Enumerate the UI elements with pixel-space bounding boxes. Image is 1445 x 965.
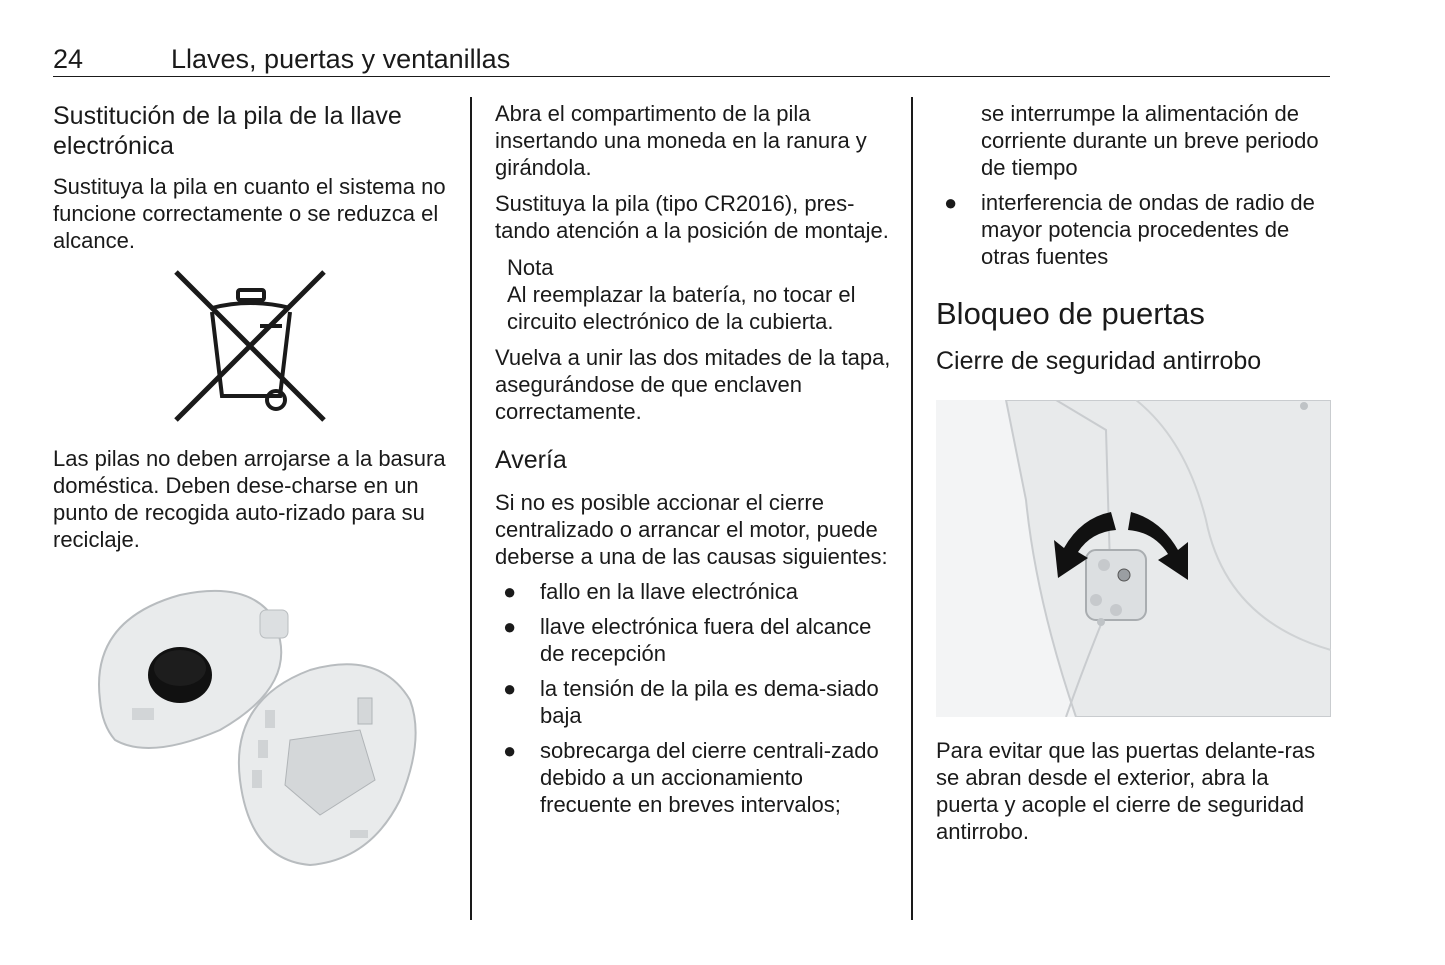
list-item [936, 100, 1336, 181]
causes-list [495, 578, 895, 818]
column-3 [936, 100, 1336, 376]
battery-section-heading: Sustitución de la pila de la llave electrónica [53, 102, 402, 160]
page-title: Llaves, puertas y ventanillas [171, 44, 511, 74]
child-lock-text: Para evitar que las puertas delante-ras se abran desde el exterior, abra la puerta y acople el cierre de seguridad antirrobo. [936, 738, 1316, 844]
child-lock-text-block [936, 737, 1336, 845]
list-item: ● interferencia de ondas de radio de mayor potencia procedentes de otras fuentes [944, 190, 1315, 269]
bullet-icon: ● [944, 190, 958, 215]
note-text: Al reemplazar la batería, no tocar el circuito electrónico de la cubierta. [507, 282, 856, 334]
averia-heading: Avería [495, 446, 567, 474]
page-header [53, 40, 1330, 77]
averia-intro-text: Si no es posible accionar el cierre centralizado o arrancar el motor, puede deberse a una de las causas siguientes: [495, 490, 888, 569]
recycling-bin-crossed-icon [172, 268, 330, 424]
column-divider [911, 97, 913, 920]
door-lock-illustration [936, 400, 1331, 717]
door-lock-section-heading: Bloqueo de puertas [936, 296, 1205, 331]
battery-intro-text: Sustituya la pila en cuanto el sistema no funcione correctamente o se reduzca el alcance. [53, 174, 446, 253]
causes-list-continued [936, 100, 1336, 270]
bullet-icon: ● [503, 579, 517, 604]
column-divider [470, 97, 472, 920]
key-fob-illustration [80, 580, 430, 870]
battery-disposal-text: Las pilas no deben arrojarse a la basura doméstica. Deben dese-charse en un punto de recogida auto-rizado para su reciclaje. [53, 446, 446, 552]
note-box [495, 254, 895, 335]
replace-battery-text: Sustituya la pila (tipo CR2016), pres-tando atención a la posición de montaje. [495, 191, 889, 243]
list-item: ● la tensión de la pila es dema-siado baja [503, 676, 879, 728]
continued-cause-text: se interrumpe la alimentación de corriente durante un breve periodo de tiempo [981, 101, 1319, 180]
bullet-icon: ● [503, 738, 517, 763]
page-number: 24 [53, 44, 84, 74]
disposal-text-block [53, 445, 453, 553]
column-1 [53, 101, 453, 254]
bullet-icon: ● [503, 614, 517, 639]
open-compartment-text: Abra el compartimento de la pila insertando una moneda en la ranura y girándola. [495, 101, 867, 180]
list-item: ● fallo en la llave electrónica [503, 579, 799, 604]
child-lock-subheading: Cierre de seguridad antirrobo [936, 347, 1262, 375]
note-label: Nota [507, 255, 554, 280]
bullet-icon: ● [503, 676, 517, 701]
reassemble-text: Vuelva a unir las dos mitades de la tapa, asegurándose de que enclaven correctamente. [495, 345, 891, 424]
list-item: ● llave electrónica fuera del alcance de recepción [503, 614, 872, 666]
column-2 [495, 100, 895, 826]
list-item: ● sobrecarga del cierre centrali-zado debido a un accionamiento frecuente en breves intervalos; [503, 738, 879, 817]
